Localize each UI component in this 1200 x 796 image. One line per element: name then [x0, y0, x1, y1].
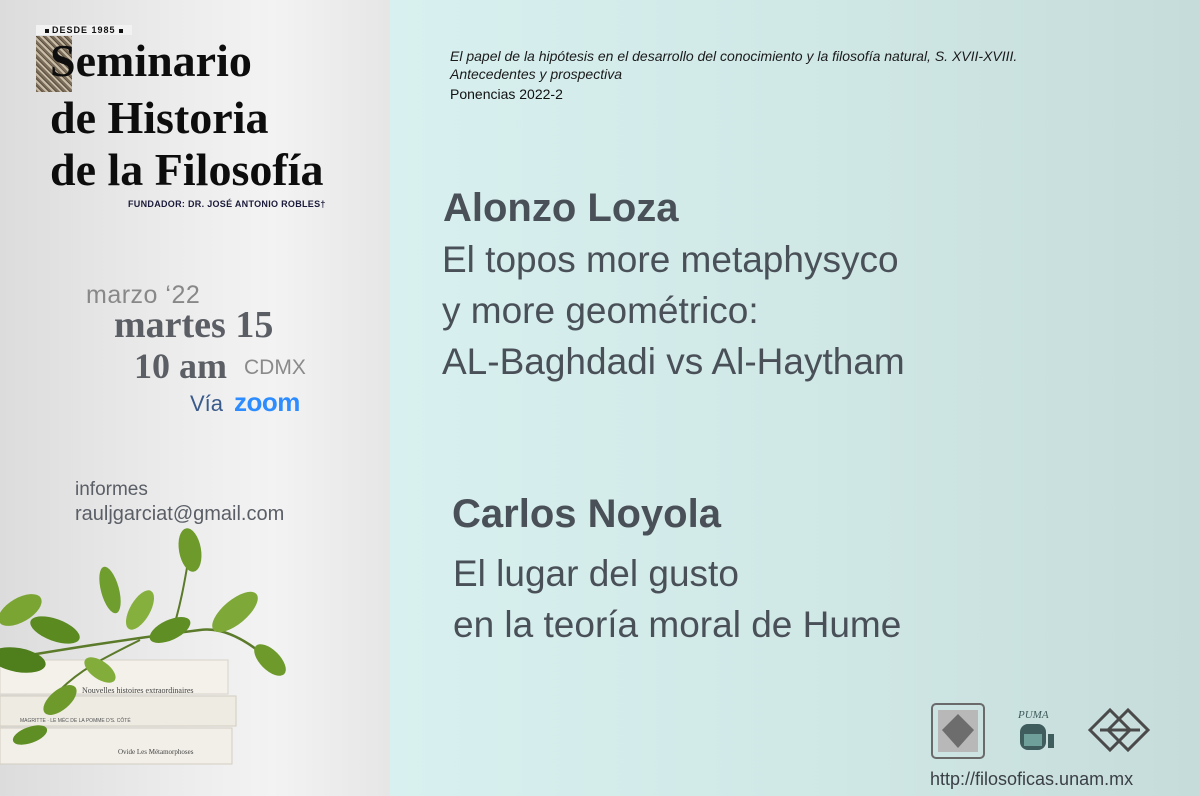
event-month: marzo ‘22	[86, 281, 201, 309]
contact-email[interactable]: rauljgarciat@gmail.com	[75, 503, 285, 525]
founder-credit: FUNDADOR: DR. JOSÉ ANTONIO ROBLES†	[128, 199, 326, 209]
talk-title-2-line-1: El lugar del gusto	[453, 553, 739, 594]
ponte-puma-logo-icon	[1017, 709, 1054, 750]
speaker-name-2: Carlos Noyola	[452, 492, 721, 536]
svg-text:PUMA: PUMA	[1018, 709, 1049, 721]
filosoficas-logo-icon	[1090, 710, 1148, 750]
program-series: Ponencias 2022-2	[450, 86, 563, 102]
website-link[interactable]: http://filosoficas.unam.mx	[930, 769, 1134, 789]
unam-seal-icon	[932, 704, 984, 758]
program-subtitle-line-1: El papel de la hipótesis en el desarrollo del conocimiento y la filosofía natural, S. XVII-XVIII.	[450, 48, 1018, 64]
right-panel	[390, 0, 1200, 796]
book-spine-1: Nouvelles histoires extraordinaires	[82, 686, 194, 695]
institution-logos	[930, 700, 1160, 762]
talk-title-1-line-2: y more geométrico:	[442, 290, 759, 331]
talk-title-1	[442, 234, 905, 387]
contact-label: informes	[75, 479, 148, 500]
seminar-title-line-1: Seminario	[50, 35, 252, 86]
event-day: martes 15	[114, 304, 274, 346]
talk-title-1-line-3: AL-Baghdadi vs Al-Haytham	[442, 341, 905, 382]
books-and-plant-image	[0, 520, 390, 796]
left-panel	[0, 0, 390, 796]
since-badge: DESDE 1985	[36, 25, 132, 35]
event-time: 10 am	[134, 346, 227, 386]
talk-title-2-line-2: en la teoría moral de Hume	[453, 604, 902, 645]
program-subtitle-line-2: Antecedentes y prospectiva	[450, 66, 622, 82]
seminar-title-line-2: de Historia	[50, 92, 269, 143]
talk-title-2	[453, 548, 901, 650]
talk-title-1-line-1: El topos more metaphysyco	[442, 239, 899, 280]
zoom-logo: zoom	[234, 387, 300, 417]
event-timezone: CDMX	[244, 356, 306, 379]
via-label: Vía	[190, 391, 224, 416]
book-spine-3: Ovide Les Métamorphoses	[118, 748, 194, 756]
book-spine-2: MAGRITTE · LE MÉC DE LA POMME D'S. CÔTÉ	[20, 718, 131, 724]
seminar-title-line-3: de la Filosofía	[50, 144, 324, 195]
speaker-name-1: Alonzo Loza	[443, 186, 679, 230]
